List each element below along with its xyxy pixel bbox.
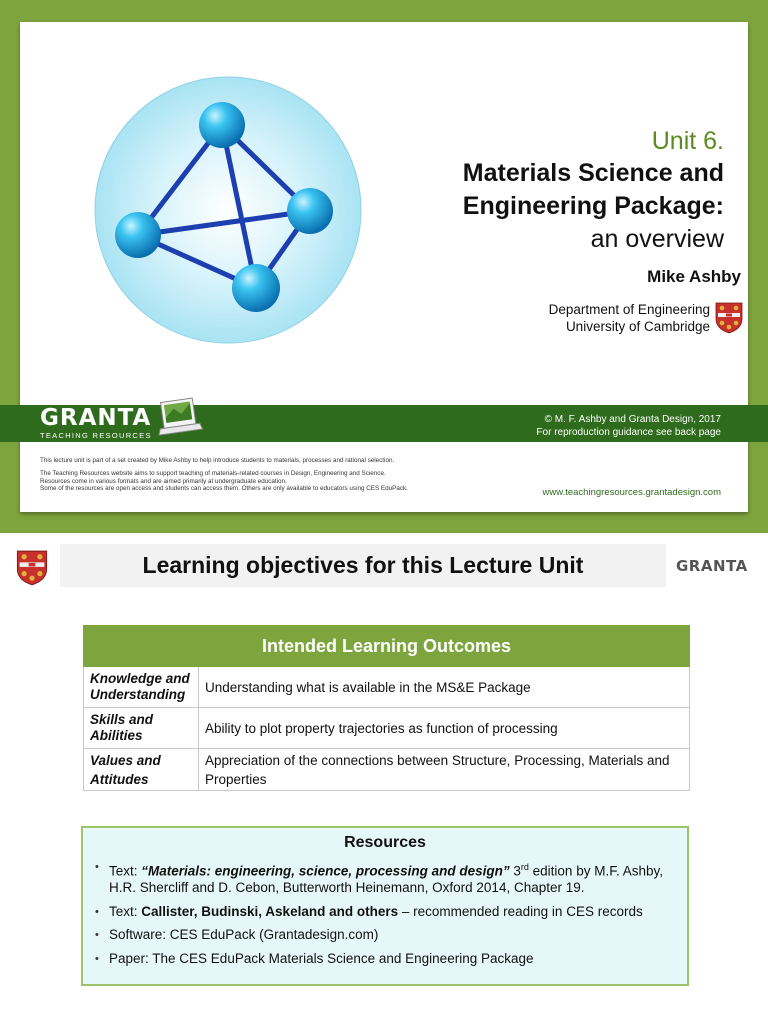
copyright-line-2: For reproduction guidance see back page <box>536 427 721 438</box>
table-cell-category: Values and Attitudes <box>84 749 199 791</box>
cambridge-crest-icon <box>715 302 743 334</box>
resources-heading: Resources <box>344 834 426 851</box>
edition-number: 3 <box>509 863 521 879</box>
granta-logo-text: GRANTA <box>40 405 152 431</box>
list-item <box>95 859 677 897</box>
website-link[interactable]: www.teachingresources.grantadesign.com <box>542 487 721 498</box>
department-line-1: Department of Engineering <box>548 302 710 317</box>
granta-small-logo: GRANTA <box>676 557 748 575</box>
item-rest: edition by M.F. Ashby, H.R. Shercliff and D. Cebon, Butterworth Heinemann, Oxford 2014, Chapter 19. <box>109 863 663 895</box>
list-item: • Software: CES EduPack (Grantadesign.com) <box>95 927 677 944</box>
cambridge-crest-icon <box>16 550 48 586</box>
authors-bold: Callister, Budinski, Askeland and others <box>141 903 399 919</box>
resources-list <box>95 859 677 967</box>
item-prefix: Text: <box>109 863 142 879</box>
fine-print <box>40 457 510 493</box>
department <box>549 301 710 335</box>
granta-logo-subtitle: TEACHING RESOURCES <box>40 431 152 440</box>
table-row <box>84 667 690 708</box>
laptop-icon <box>155 396 205 442</box>
subtitle: an overview <box>590 225 724 253</box>
table-cell-category: Knowledge and Understanding <box>84 667 199 708</box>
list-item <box>95 904 677 921</box>
fine-print-paragraph-1: This lecture unit is part of a set created by Mike Ashby to help introduce students to materials, processes and rational selection. <box>40 457 395 464</box>
edition-superscript: rd <box>520 862 529 872</box>
copyright-line-1: © M. F. Ashby and Granta Design, 2017 <box>544 414 721 425</box>
fine-print-paragraph-2: The Teaching Resources website aims to support teaching of materials-related courses in Design, Engineering and Science. <box>40 469 386 477</box>
fine-print-paragraph-3: Resources come in various formats and are aimed primarily at undergraduate education. <box>40 477 287 485</box>
slide-title: Learning objectives for this Lecture Unit <box>142 552 584 578</box>
table-cell-outcome: Ability to plot property trajectories as function of processing <box>199 708 690 749</box>
main-title-line-2: Engineering Package: <box>462 192 724 220</box>
granta-logo <box>40 407 152 440</box>
list-item: • Paper: The CES EduPack Materials Science and Engineering Package <box>95 951 677 968</box>
table-cell-outcome: Appreciation of the connections between Structure, Processing, Materials and Properties <box>199 749 690 791</box>
copyright-notice <box>536 413 721 439</box>
fine-print-paragraph-4: Some of the resources are open access and students can access them. Others are only available to educators using CES EduPack. <box>40 485 408 493</box>
book-title: “Materials: engineering, science, processing and design” <box>141 863 510 879</box>
table-cell-outcome: Understanding what is available in the MS&E Package <box>199 667 690 708</box>
table-row <box>84 708 690 749</box>
item-prefix: Text: <box>109 903 142 919</box>
title-block <box>394 125 724 255</box>
author-name: Mike Ashby <box>647 267 741 286</box>
molecule-icon <box>93 75 363 345</box>
item-rest: – recommended reading in CES records <box>398 903 643 919</box>
table-row <box>84 749 690 791</box>
unit-number: Unit 6. <box>651 127 724 155</box>
learning-outcomes-table <box>83 625 690 791</box>
main-title-line-1: Materials Science and <box>462 159 724 187</box>
table-cell-category: Skills and Abilities <box>84 708 199 749</box>
department-line-2: University of Cambridge <box>565 319 710 334</box>
resources-box <box>81 826 689 986</box>
table-header: Intended Learning Outcomes <box>84 626 690 667</box>
